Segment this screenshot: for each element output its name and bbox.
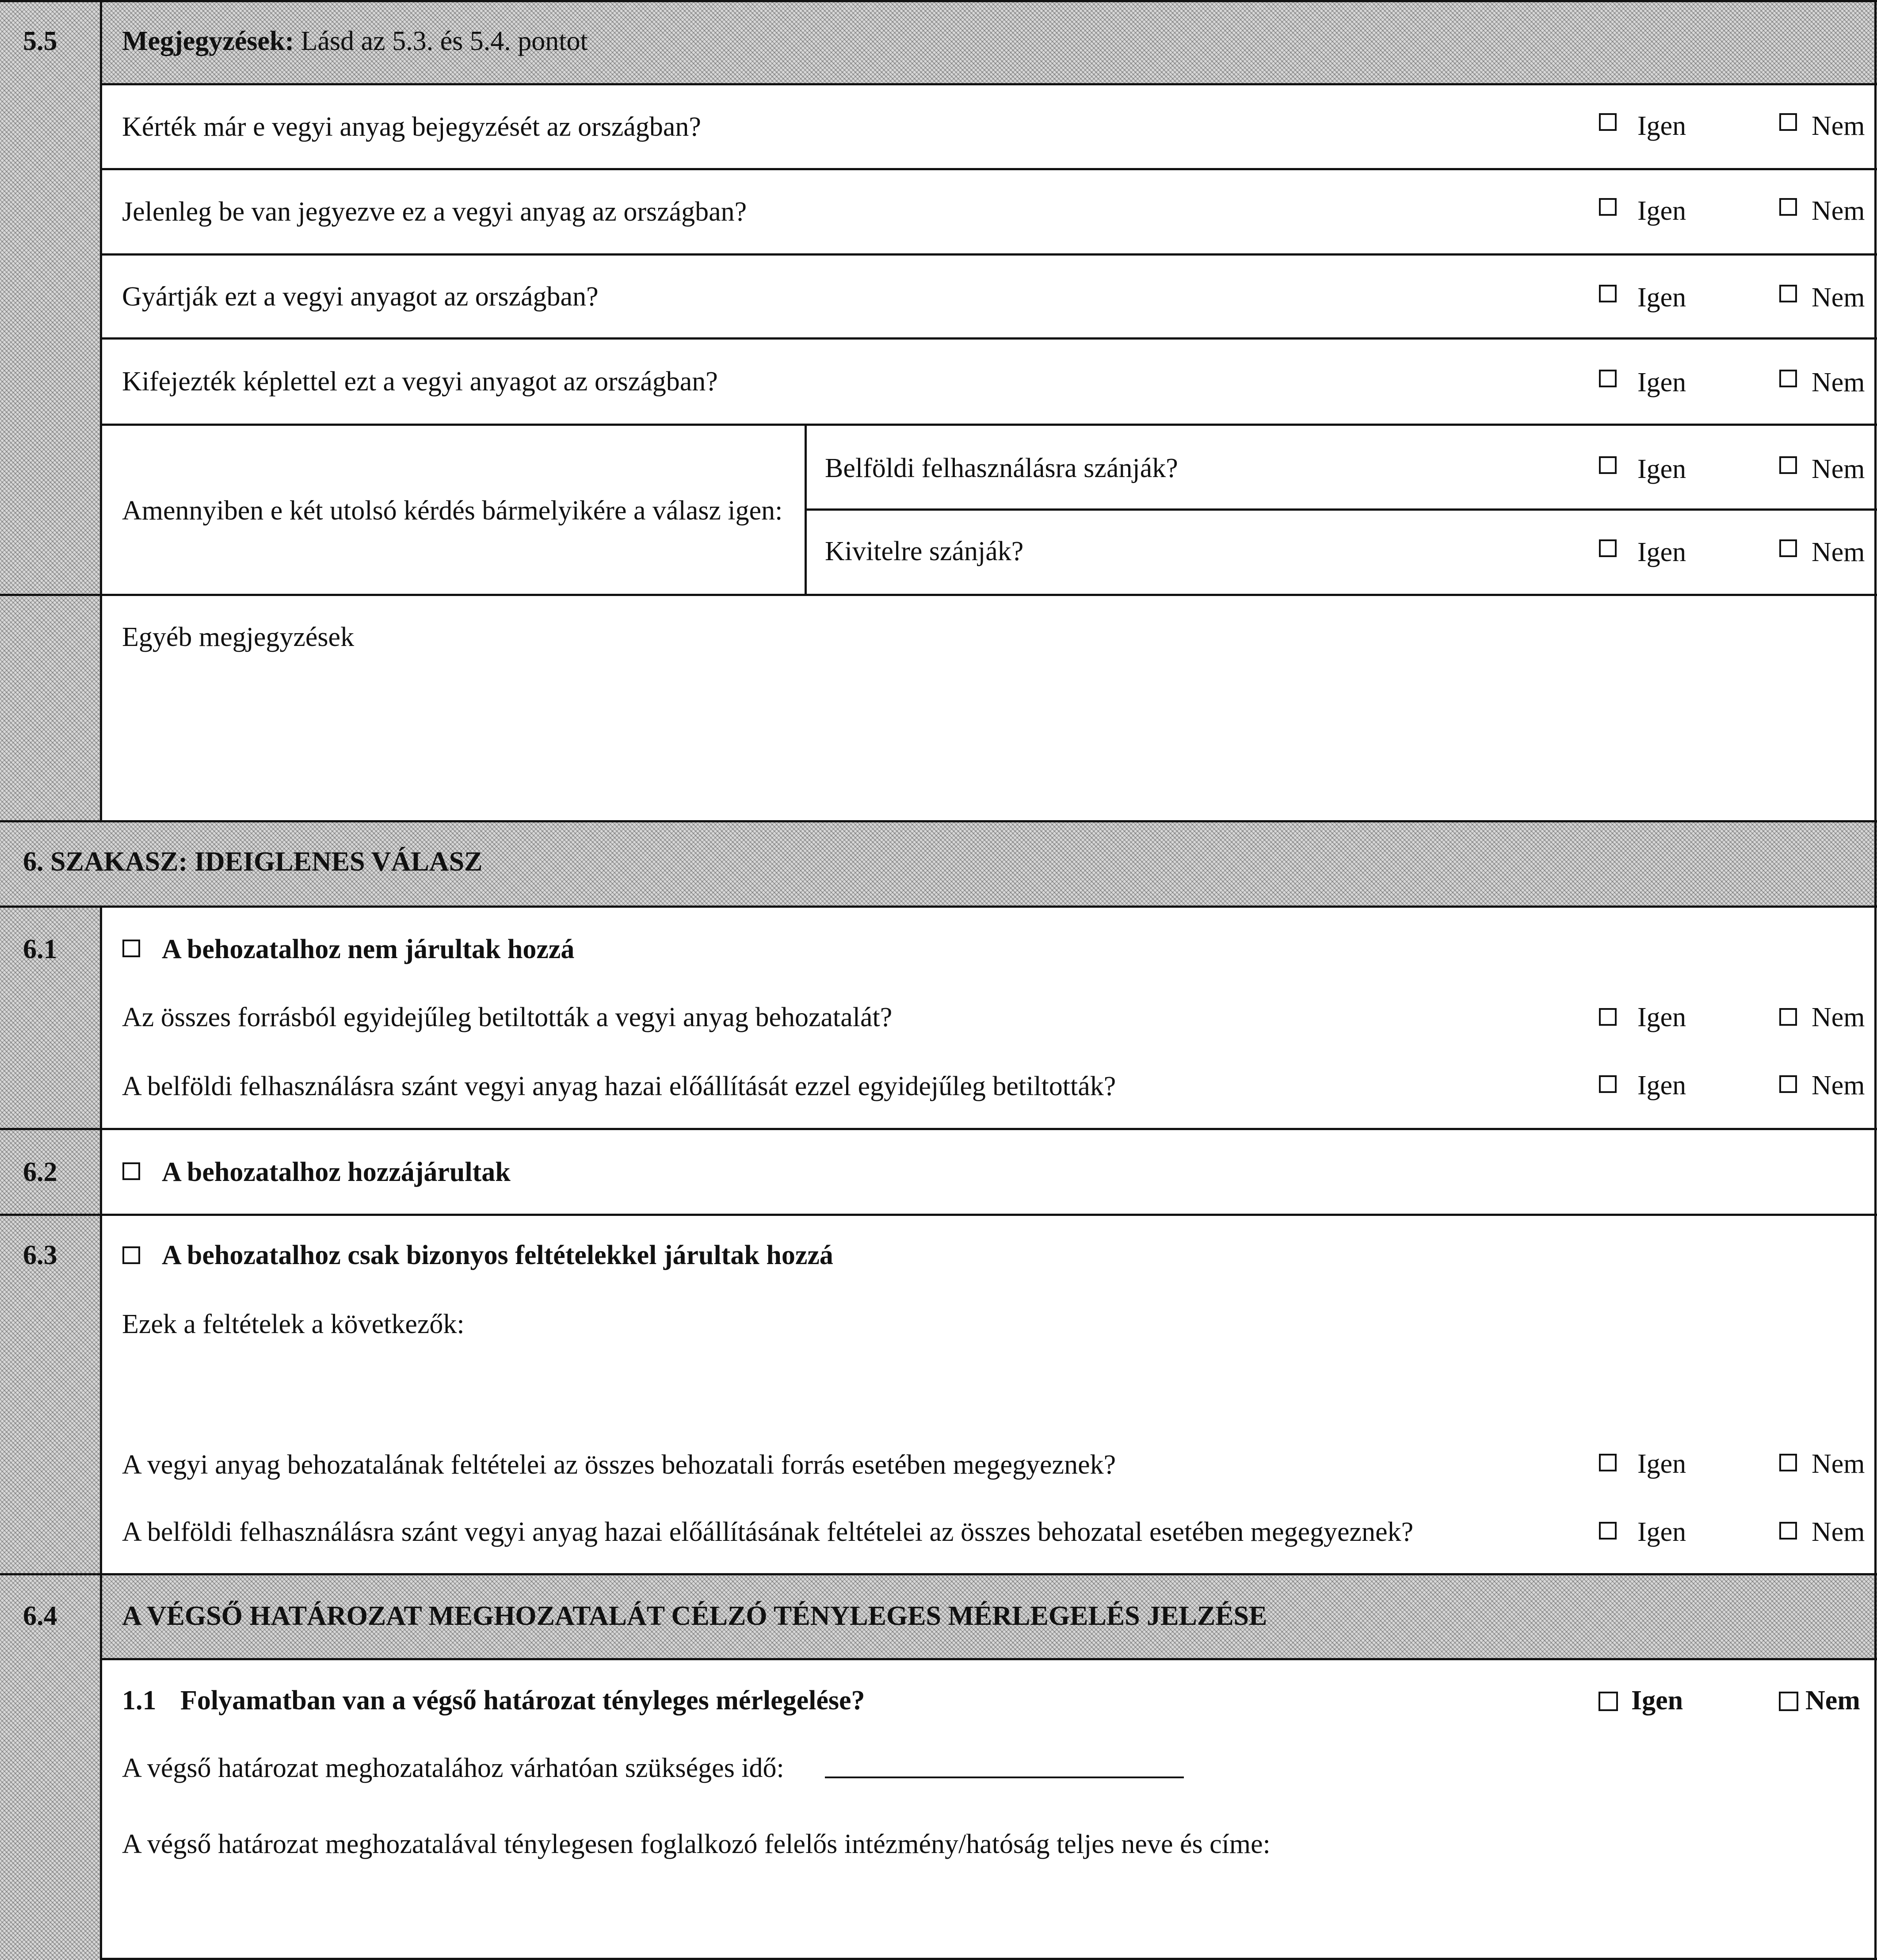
expected-time-field[interactable] — [825, 1777, 1184, 1778]
checkbox-final-decision-yes[interactable] — [1599, 1692, 1618, 1711]
option-no-label: Nem — [1812, 196, 1865, 226]
checkbox-domestic-production-banned-yes[interactable] — [1599, 1075, 1617, 1093]
option-no-label: Nem — [1812, 1070, 1865, 1100]
section-number-6-3: 6.3 — [23, 1240, 57, 1270]
checkbox-import-consented-conditions[interactable] — [122, 1246, 140, 1264]
responsible-institution-label: A végső határozat meghozatalával ténylegesen foglalkozó felelős intézmény/hatóság teljes neve és címe: — [122, 1829, 1270, 1859]
checkbox-domestic-use-no[interactable] — [1779, 456, 1797, 474]
section-5-5-title-rest: Lásd az 5.3. és 5.4. pontot — [294, 26, 588, 56]
checkbox-conditions-same-no[interactable] — [1779, 1454, 1797, 1471]
section-number-6-1: 6.1 — [23, 934, 57, 964]
checkbox-final-decision-no[interactable] — [1779, 1692, 1798, 1711]
checkbox-domestic-conditions-same-no[interactable] — [1779, 1522, 1797, 1540]
option-no-label: Nem — [1812, 111, 1865, 141]
checkbox-import-banned-no[interactable] — [1779, 1008, 1797, 1026]
option-no-label: Nem — [1805, 1685, 1860, 1715]
option-no-label: Nem — [1812, 1002, 1865, 1032]
checkbox-registration-requested-no[interactable] — [1779, 113, 1797, 131]
option-yes-label: Igen — [1637, 196, 1686, 226]
question-registration-requested: Kérték már e vegyi anyag bejegyzését az országban? — [122, 112, 701, 142]
question-1-1-number: 1.1 — [122, 1685, 156, 1715]
option-yes-label: Igen — [1637, 1449, 1686, 1479]
conditions-label: Ezek a feltételek a következők: — [122, 1309, 465, 1339]
option-yes-label: Igen — [1637, 1517, 1686, 1547]
question-formulated: Kifejezték képlettel ezt a vegyi anyagot az országban? — [122, 367, 718, 397]
question-domestic-use: Belföldi felhasználásra szánják? — [825, 453, 1178, 483]
import-consented-conditions-label: A behozatalhoz csak bizonyos feltételekkel járultak hozzá — [162, 1240, 833, 1270]
checkbox-import-not-consented[interactable] — [122, 940, 140, 957]
checkbox-currently-registered-no[interactable] — [1779, 198, 1797, 216]
checkbox-domestic-use-yes[interactable] — [1599, 456, 1617, 474]
checkbox-manufactured-yes[interactable] — [1599, 285, 1617, 302]
option-yes-label: Igen — [1637, 1070, 1686, 1100]
import-consented-label: A behozatalhoz hozzájárultak — [162, 1157, 511, 1187]
checkbox-conditions-same-yes[interactable] — [1599, 1454, 1617, 1471]
checkbox-domestic-conditions-same-yes[interactable] — [1599, 1522, 1617, 1540]
checkbox-registration-requested-yes[interactable] — [1599, 113, 1617, 131]
option-no-label: Nem — [1812, 283, 1865, 313]
option-yes-label: Igen — [1637, 367, 1686, 397]
question-conditions-same-all-sources: A vegyi anyag behozatalának feltételei az összes behozatali forrás esetében megegyeznek? — [122, 1450, 1116, 1480]
checkbox-domestic-production-banned-no[interactable] — [1779, 1075, 1797, 1093]
question-import-banned-all-sources: Az összes forrásból egyidejűleg betiltották a vegyi anyag behozatalát? — [122, 1002, 893, 1032]
other-remarks-label: Egyéb megjegyzések — [122, 622, 355, 652]
conditional-label: Amennyiben e két utolsó kérdés bármelyikére a válasz igen: — [122, 496, 783, 526]
option-yes-label: Igen — [1637, 537, 1686, 567]
section-number-5-5: 5.5 — [23, 26, 57, 56]
checkbox-currently-registered-yes[interactable] — [1599, 198, 1617, 216]
option-no-label: Nem — [1812, 537, 1865, 567]
import-not-consented-label: A behozatalhoz nem járultak hozzá — [162, 934, 575, 964]
section-number-6-4: 6.4 — [23, 1601, 57, 1631]
option-yes-label: Igen — [1631, 1685, 1683, 1715]
question-final-decision-in-progress: Folyamatban van a végső határozat tényleges mérlegelése? — [180, 1685, 865, 1715]
option-yes-label: Igen — [1637, 283, 1686, 313]
section-5-5-title — [122, 27, 588, 55]
option-no-label: Nem — [1812, 454, 1865, 484]
checkbox-manufactured-no[interactable] — [1779, 285, 1797, 302]
checkbox-formulated-no[interactable] — [1779, 370, 1797, 387]
option-no-label: Nem — [1812, 1517, 1865, 1547]
option-no-label: Nem — [1812, 1449, 1865, 1479]
section-6-4-title: A VÉGSŐ HATÁROZAT MEGHOZATALÁT CÉLZÓ TÉNYLEGES MÉRLEGELÉS JELZÉSE — [122, 1601, 1267, 1631]
option-yes-label: Igen — [1637, 1002, 1686, 1032]
option-yes-label: Igen — [1637, 454, 1686, 484]
question-domestic-conditions-same: A belföldi felhasználásra szánt vegyi anyag hazai előállításának feltételei az összes behozatal esetében megegyeznek? — [122, 1517, 1414, 1547]
checkbox-formulated-yes[interactable] — [1599, 370, 1617, 387]
checkbox-export-no[interactable] — [1779, 539, 1797, 557]
section-6-title: 6. SZAKASZ: IDEIGLENES VÁLASZ — [23, 847, 483, 877]
question-currently-registered: Jelenleg be van jegyezve ez a vegyi anyag az országban? — [122, 197, 747, 227]
question-export: Kivitelre szánják? — [825, 536, 1024, 566]
expected-time-label: A végső határozat meghozatalához várhatóan szükséges idő: — [122, 1753, 784, 1783]
checkbox-import-banned-yes[interactable] — [1599, 1008, 1617, 1026]
section-5-5-title-bold: Megjegyzések: — [122, 26, 294, 56]
section-number-6-2: 6.2 — [23, 1157, 57, 1187]
left-column-shade — [0, 0, 101, 1960]
checkbox-export-yes[interactable] — [1599, 539, 1617, 557]
option-no-label: Nem — [1812, 367, 1865, 397]
option-yes-label: Igen — [1637, 111, 1686, 141]
checkbox-import-consented[interactable] — [122, 1162, 140, 1180]
question-manufactured: Gyártják ezt a vegyi anyagot az országban? — [122, 282, 599, 312]
question-domestic-production-banned: A belföldi felhasználásra szánt vegyi anyag hazai előállítását ezzel egyidejűleg betiltották? — [122, 1071, 1116, 1101]
